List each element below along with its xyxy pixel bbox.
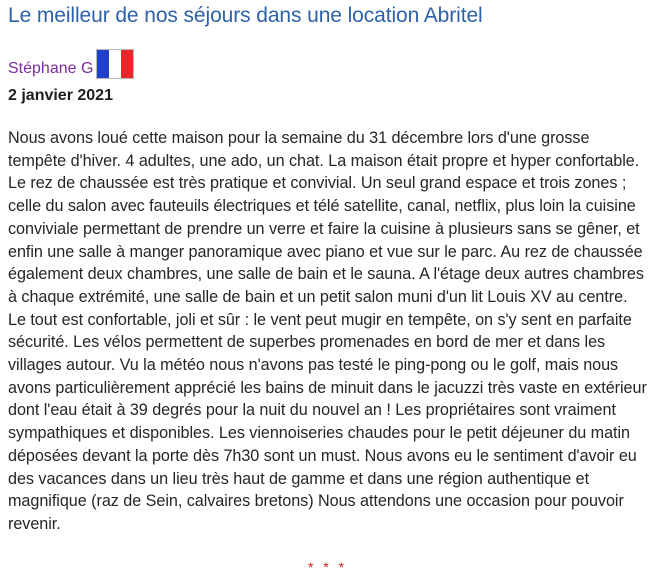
review-title: Le meilleur de nos séjours dans une location Abritel: [8, 4, 483, 27]
flag-stripe-blue: [97, 50, 109, 78]
review-body: Nous avons loué cette maison pour la semaine du 31 décembre lors d'une grosse tempête d'hiver. 4 adultes, une ado, un chat. La maison était propre et hyper confortable. Le rez de chaussée est très pratique et convivial. Un seul grand espace et trois zones ; celle du salon avec fauteuils électriques et télé satellite, canal, netflix, plus loin la cuisine conviviale permettant de prendre un verre et faire la cuisine à plusieurs sans se gêner, et enfin une salle à manger panoramique avec piano et vue sur le parc. Au rez de chaussée également deux chambres, une salle de bain et le sauna. A l'étage deux autres chambres à chaque extrémité, une salle de bain et un petit salon muni d'un lit Louis XV au centre. Le tout est confortable, joli et sûr : le vent peut mugir en tempête, on s'y sent en parfaite sécurité. Les vélos permettent de superbes promenades en bord de mer et dans les villages autour. Vu la météo nous n'avons pas testé le ping-pong ou le golf, mais nous avons particulièrement apprécié les bains de minuit dans le jacuzzi très vaste en extérieur dont l'eau était à 39 degrés pour la nuit du nouvel an ! Les propriétaires sont vraiment sympathiques et disponibles. Les viennoiseries chaudes pour le petit déjeuner du matin déposées devant la porte dès 7h30 sont un must. Nous avons eu le sentiment d'avoir eu des vacances dans un lieu très haut de gamme et dans une région authentique et magnifique (raz de Sein, calvaires bretons) Nous attendons une occasion pour pouvoir revenir.: [8, 129, 647, 533]
review-date: 2 janvier 2021: [8, 87, 113, 104]
author-name: Stéphane G: [8, 60, 94, 77]
flag-stripe-white: [109, 50, 121, 78]
flag-stripe-red: [121, 50, 133, 78]
separator-stars: * * *: [307, 559, 348, 575]
france-flag-icon: [96, 49, 134, 79]
author-row: [8, 46, 134, 80]
